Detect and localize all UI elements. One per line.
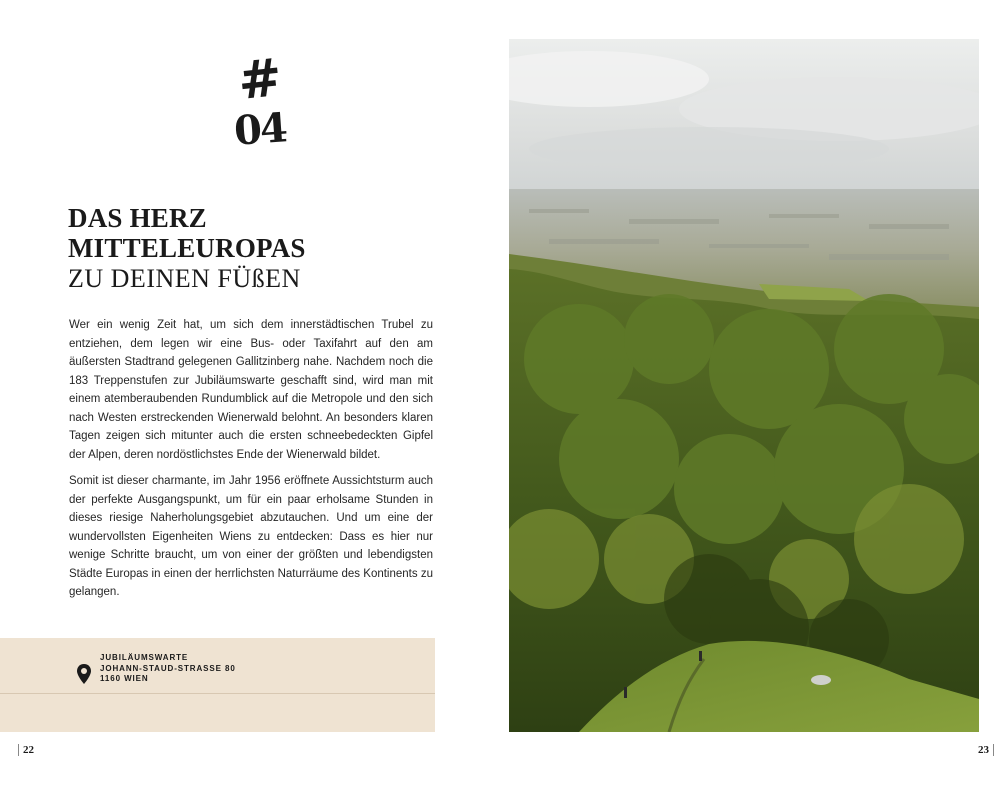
chapter-number xyxy=(222,46,298,155)
address-divider xyxy=(0,693,435,694)
address-city: 1160 WIEN xyxy=(100,674,149,683)
paragraph-2: Somit ist dieser charmante, im Jahr 1956 eröffnete Aussichtsturm auch der perfekte Ausgangspunkt, um für ein paar erholsame Stunden in dieses riesige Naherholungsgebiet abzutauchen. Und um eine der wundervollsten Eigenheiten Wiens zu entdecken: Dass es hier nur wenige Schritte braucht, um von einer der größten und lebendigsten Städte Europas in einen der herrlichsten Naturräume des Kontinents zu gelangen. xyxy=(69,475,433,598)
page-number-left: 22 xyxy=(18,744,34,756)
headline xyxy=(68,203,428,295)
forest-city-view-image xyxy=(509,39,979,732)
chapter-hash: # xyxy=(235,46,285,113)
address-box xyxy=(0,638,435,732)
body-text xyxy=(69,316,433,610)
page-number-right: 23 xyxy=(978,744,994,756)
paragraph-1: Wer ein wenig Zeit hat, um sich dem innerstädtischen Trubel zu entziehen, dem legen wir eine Bus- oder Taxifahrt auf den am äußersten Stadtrand gelegenen Gallitzinberg nahe. Nachdem noch die 183 Treppenstufen zur Jubiläumswarte geschafft sind, wird man mit einem atemberaubenden Rundumblick auf die Metropole und den sich nach Westen erstreckenden Wienerwald belohnt. An besonders klaren Tagen zeigen sich mitunter auch die ersten schneebedeckten Gipfel der Alpen, deren nordöstlichstes Ende der Wienerwald bildet. xyxy=(69,319,433,461)
headline-line-3: ZU DEINEN FÜßEN xyxy=(68,264,301,293)
headline-line-1: DAS HERZ xyxy=(68,203,207,233)
address-name: JUBILÄUMSWARTE xyxy=(100,653,189,662)
chapter-number-value: 04 xyxy=(232,104,288,155)
address-text xyxy=(100,653,236,685)
headline-line-2: MITTELEUROPAS xyxy=(68,233,306,263)
address-street: JOHANN-STAUD-STRASSE 80 xyxy=(100,663,236,673)
map-pin-icon xyxy=(76,663,92,685)
landscape-photo xyxy=(509,39,979,732)
